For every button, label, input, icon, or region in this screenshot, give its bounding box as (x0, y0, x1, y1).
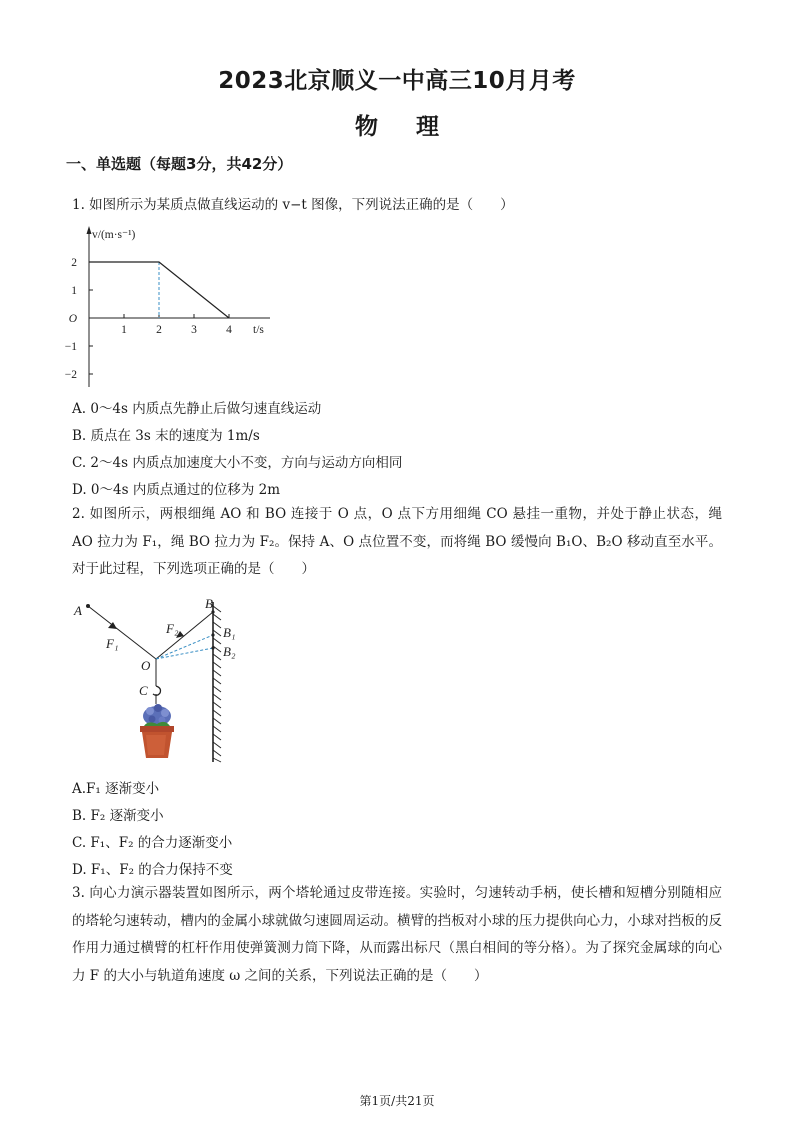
label-o: O (141, 658, 151, 673)
q1-option-c: C. 2～4s 内质点加速度大小不变，方向与运动方向相同 (72, 455, 403, 471)
label-b2: B₂ (223, 644, 236, 659)
y-tick-label: 2 (71, 257, 77, 269)
q2-option-c: C. F₁、F₂ 的合力逐渐变小 (72, 835, 233, 851)
rope-b1o (156, 635, 213, 659)
page-footer: 第1页/共21页 (359, 1094, 435, 1108)
y-tick-label: −2 (64, 369, 77, 381)
q2-option-b: B. F₂ 逐渐变小 (72, 808, 164, 824)
label-f2: F₂ (166, 621, 179, 636)
x-tick-label: 4 (226, 324, 232, 336)
q2-option-d: D. F₁、F₂ 的合力保持不变 (72, 862, 233, 878)
label-b1: B₁ (223, 625, 236, 640)
rope-b2o (156, 648, 213, 659)
point-a (86, 604, 90, 608)
point-b1 (211, 633, 214, 636)
wall-hatching (213, 606, 221, 762)
q2-option-a: A.F₁ 逐渐变小 (72, 781, 160, 797)
subject-title: 物 理 (354, 114, 439, 140)
point-b2 (211, 646, 214, 649)
x-tick-label: 2 (156, 324, 162, 336)
q1-option-d: D. 0～4s 内质点通过的位移为 2m (72, 482, 281, 498)
flower-pot-icon (140, 704, 174, 758)
label-c: C (139, 683, 148, 698)
q3-stem: 3. 向心力演示器装置如图所示，两个塔轮通过皮带连接。实验时，匀速转动手柄，使长槽和短槽分别随相应的塔轮匀速转动，槽内的金属小球就做匀速圆周运动。横臂的挡板对小球的压力提供向心力，小球对挡板的反作用力通过横臂的杠杆作用使弹簧测力筒下降，从而露出标尺（黑白相间的等分格）。为了探究金属球的向心力 F 的大小与轨道角速度 ω 之间的关系，下列说法正确的是（ ） (72, 885, 722, 984)
q1-option-b: B. 质点在 3s 末的速度为 1m/s (72, 428, 260, 444)
q2-force-figure (70, 592, 250, 770)
q1-stem: 1. 如图所示为某质点做直线运动的 v−t 图像，下列说法正确的是（ ） (72, 197, 514, 213)
q1-vt-graph (60, 222, 290, 392)
y-tick-label: 1 (71, 285, 77, 297)
page-title: 2023北京顺义一中高三10月月考 (218, 68, 576, 94)
y-tick-label: −1 (64, 341, 77, 353)
label-a: A (74, 603, 82, 618)
label-b: B (205, 596, 213, 611)
x-axis-label: t/s (253, 324, 264, 336)
hook (153, 686, 161, 695)
label-f1: F₁ (106, 636, 119, 651)
section-heading: 一、单选题（每题3分，共42分） (66, 155, 293, 173)
q1-option-a: A. 0～4s 内质点先静止后做匀速直线运动 (72, 401, 322, 417)
x-tick-label: 3 (191, 324, 197, 336)
q2-stem: 2. 如图所示，两根细绳 AO 和 BO 连接于 O 点，O 点下方用细绳 CO 悬挂一重物，并处于静止状态，绳 AO 拉力为 F₁，绳 BO 拉力为 F₂。保持 A、O 点位置不变，而将绳 BO 缓慢向 B₁O、B₂O 移动直至水平。对于此过程，下列选项正确的是（ ） (72, 506, 722, 577)
x-tick-label: 1 (121, 324, 127, 336)
y-axis-label: v/(m·s⁻¹) (92, 229, 136, 241)
rope-bo (156, 612, 213, 659)
rope-ao (88, 606, 156, 659)
origin-label: O (68, 313, 77, 325)
